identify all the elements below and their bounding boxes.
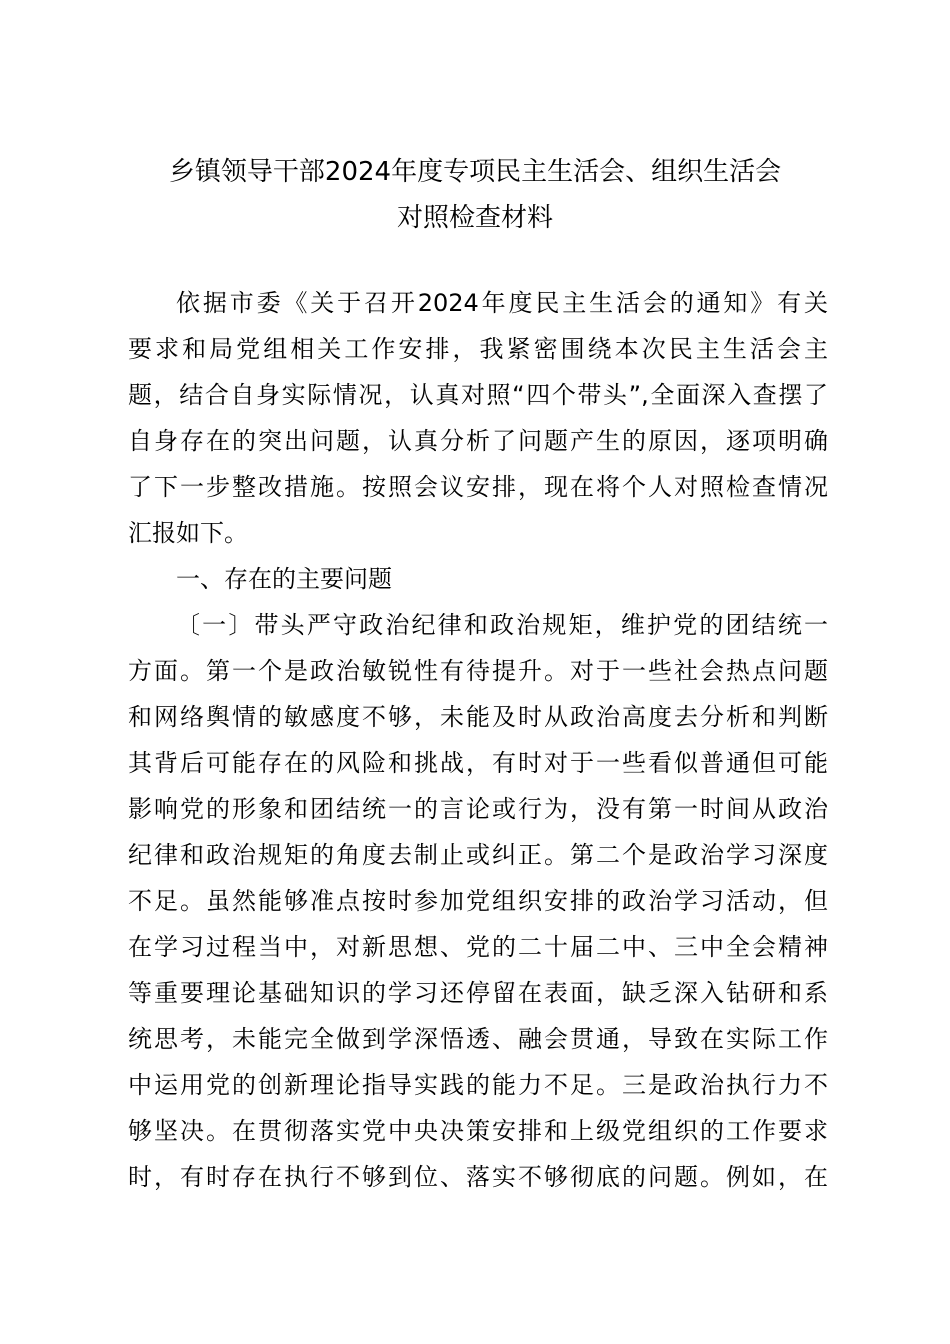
- paragraph-line: 统思考，未能完全做到学深悟透、融会贯通，导致在实际工作: [128, 1025, 828, 1053]
- paragraph-line: 不足。虽然能够准点按时参加党组织安排的政治学习活动，但: [128, 887, 828, 915]
- paragraph-line: 中运用党的创新理论指导实践的能力不足。三是政治执行力不: [128, 1071, 828, 1099]
- paragraph-line: 等重要理论基础知识的学习还停留在表面，缺乏深入钻研和系: [128, 979, 828, 1007]
- paragraph-line: 了下一步整改措施。按照会议安排，现在将个人对照检查情况: [128, 473, 828, 501]
- document-title-line-1: 乡镇领导干部2024年度专项民主生活会、组织生活会: [168, 157, 782, 187]
- paragraph-line: 时，有时存在执行不够到位、落实不够彻底的问题。例如，在: [128, 1163, 828, 1191]
- document-title-line-2: 对照检查材料: [396, 203, 553, 233]
- paragraph-line: 自身存在的突出问题，认真分析了问题产生的原因，逐项明确: [128, 427, 828, 455]
- paragraph-line: 题，结合自身实际情况，认真对照“四个带头”,全面深入查摆了: [128, 381, 828, 409]
- section-heading: 一、存在的主要问题: [176, 565, 392, 593]
- paragraph-line: 汇报如下。: [128, 519, 248, 547]
- paragraph-line: 要求和局党组相关工作安排，我紧密围绕本次民主生活会主: [128, 335, 828, 363]
- paragraph-line: 依据市委《关于召开2024年度民主生活会的通知》有关: [176, 289, 828, 317]
- paragraph-line: 在学习过程当中，对新思想、党的二十届二中、三中全会精神: [128, 933, 828, 961]
- paragraph-line: 其背后可能存在的风险和挑战，有时对于一些看似普通但可能: [128, 749, 828, 777]
- paragraph-line: 够坚决。在贯彻落实党中央决策安排和上级党组织的工作要求: [128, 1117, 828, 1145]
- paragraph-line: 〔一〕带头严守政治纪律和政治规矩，维护党的团结统一: [176, 611, 828, 639]
- paragraph-line: 纪律和政治规矩的角度去制止或纠正。第二个是政治学习深度: [128, 841, 828, 869]
- paragraph-line: 影响党的形象和团结统一的言论或行为，没有第一时间从政治: [128, 795, 828, 823]
- paragraph-line: 和网络舆情的敏感度不够，未能及时从政治高度去分析和判断: [128, 703, 828, 731]
- paragraph-line: 方面。第一个是政治敏锐性有待提升。对于一些社会热点问题: [128, 657, 828, 685]
